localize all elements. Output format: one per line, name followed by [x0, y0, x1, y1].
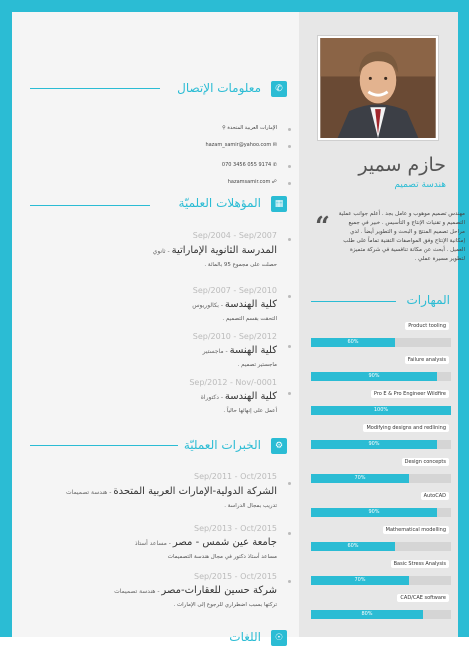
education-section-title: المؤهلات العلميّة — [178, 196, 261, 210]
globe-icon: ☉ — [271, 630, 287, 646]
experience-title: جامعة عين شمس - مصر - مساعد أستاذ — [134, 537, 277, 548]
skill-progress-track — [311, 372, 451, 381]
experience-desc: تركتها بسبب اضطراري للرجوع إلى الإمارات . — [173, 602, 277, 608]
list-bullet — [288, 295, 291, 298]
education-date: Sep/2004 - Sep/2007 — [192, 231, 277, 240]
skill-label: CAD/CAE software — [397, 594, 449, 602]
location-icon: ⚲ — [222, 125, 228, 131]
contact-website[interactable]: hazamsamir.com ☍ — [227, 179, 277, 185]
contact-location: ⚲ الإمارات العربية المتحدة — [222, 125, 277, 131]
list-bullet — [288, 128, 291, 131]
skill-label: Design concepts — [402, 458, 449, 466]
contact-divider — [30, 88, 160, 89]
experience-date: Sep/2013 - Oct/2015 — [194, 524, 277, 533]
profile-name: حازم سمير — [358, 154, 446, 176]
skills-divider — [311, 301, 396, 302]
education-date: Sep/2007 - Sep/2010 — [192, 286, 277, 295]
skill-progress-fill: 60% — [311, 338, 395, 347]
email-icon: ✉ — [271, 142, 277, 148]
education-desc: أعمل على إنهائها حالياً . — [223, 408, 277, 414]
experience-date: Sep/2015 - Oct/2015 — [194, 572, 277, 581]
list-bullet — [288, 165, 291, 168]
list-bullet — [288, 182, 291, 185]
skill-label: Mathematical modelling — [383, 526, 449, 534]
list-bullet — [288, 392, 291, 395]
education-desc: ماجستير تصميم . — [237, 362, 277, 368]
skill-progress-track — [311, 440, 451, 449]
education-desc: التحقت بقسم التصميم . — [222, 316, 277, 322]
education-desc: حصلت على مجموع 95 بالمائة . — [204, 262, 277, 268]
skill-progress-track — [311, 406, 451, 415]
experience-title: شركة حسين للعقارات-مصر - هندسة تصميمات — [114, 585, 277, 596]
skill-progress-fill: 80% — [311, 610, 423, 619]
education-title: المدرسة الثانوية الإماراتية - ثانوي — [152, 245, 277, 256]
list-bullet — [288, 345, 291, 348]
experience-desc: مساعد أستاذ دكتور في مجال هندسة التصميمات — [167, 554, 277, 560]
education-title: كلية الهندسة - دكتوراة — [200, 391, 277, 402]
languages-section-title: اللغات — [229, 630, 261, 644]
list-bullet — [288, 145, 291, 148]
skill-label: Product tooling — [405, 322, 449, 330]
contact-phone: 070 3456 055 9174 ✆ — [221, 162, 277, 168]
skill-progress-fill: 60% — [311, 542, 395, 551]
list-bullet — [288, 482, 291, 485]
phone-icon: ✆ — [271, 81, 287, 97]
skill-progress-track — [311, 338, 451, 347]
experience-divider — [30, 445, 178, 446]
skill-label: Pro E & Pro Engineer Wildfire — [371, 390, 449, 398]
education-divider — [30, 205, 150, 206]
phone-icon: ✆ — [271, 162, 277, 168]
main-column — [12, 12, 299, 644]
contact-email[interactable]: hazam_samir@yahoo.com ✉ — [205, 142, 277, 148]
skills-section-title: المهارات — [406, 293, 450, 307]
sidebar-column — [299, 12, 465, 637]
experience-desc: تدريب بمجال الدراسة . — [224, 503, 277, 509]
education-title: كلية الهنسة - ماجستير — [202, 345, 277, 356]
experience-section-title: الخبرات العمليّة — [183, 438, 261, 452]
skill-progress-track — [311, 610, 451, 619]
profile-photo — [317, 35, 439, 141]
skill-progress-fill: 90% — [311, 372, 437, 381]
graduation-cap-icon: ▦ — [271, 196, 287, 212]
contact-section-title: معلومات الإتصال — [177, 81, 261, 95]
web-icon: ☍ — [270, 179, 277, 185]
education-title: كلية الهندسة - بكالوريوس — [192, 299, 277, 310]
skill-progress-track — [311, 474, 451, 483]
list-bullet — [288, 532, 291, 535]
skill-label: Basic Stress Analysis — [391, 560, 449, 568]
experience-title: الشركة الدولية-الإمارات العربية المتحدة - هندسة تصميمات — [65, 486, 277, 497]
skill-progress-fill: 70% — [311, 474, 409, 483]
education-date: Sep/2010 - Sep/2012 — [192, 332, 277, 341]
quote-icon: “ — [315, 212, 330, 242]
skill-progress-fill: 100% — [311, 406, 451, 415]
skill-progress-fill: 90% — [311, 508, 437, 517]
profile-summary: مهندس تصميم موهوب و عامل بجد . أعلم جوانب عملية التصميم و تقنيات الإنتاج و التأسيس . خبير في جميع مراحل تصميم المنتج و البحث و التطوير أيضاً . لدي إمكانية الإنتاج وفق المواصفات التقنية تماماً على طلب العميل . أبحث عن مكانة تنافسية في شركة متميزة لتطوير مسيرة عملي . — [338, 211, 465, 262]
skill-progress-fill: 90% — [311, 440, 437, 449]
skill-progress-fill: 70% — [311, 576, 409, 585]
skill-label: AutoCAD — [421, 492, 449, 500]
education-date: Sep/2012 - Nov/-0001 — [189, 378, 277, 387]
skill-label: Failure analysis — [405, 356, 449, 364]
skill-progress-track — [311, 542, 451, 551]
skill-progress-track — [311, 508, 451, 517]
profile-role: هندسة تصميم — [394, 180, 446, 190]
portrait-image — [320, 38, 436, 138]
list-bullet — [288, 238, 291, 241]
skill-label: Modifying designs and redlining — [363, 424, 449, 432]
gear-icon: ⚙ — [271, 438, 287, 454]
experience-date: Sep/2011 - Oct/2015 — [194, 472, 277, 481]
list-bullet — [288, 580, 291, 583]
skill-progress-track — [311, 576, 451, 585]
